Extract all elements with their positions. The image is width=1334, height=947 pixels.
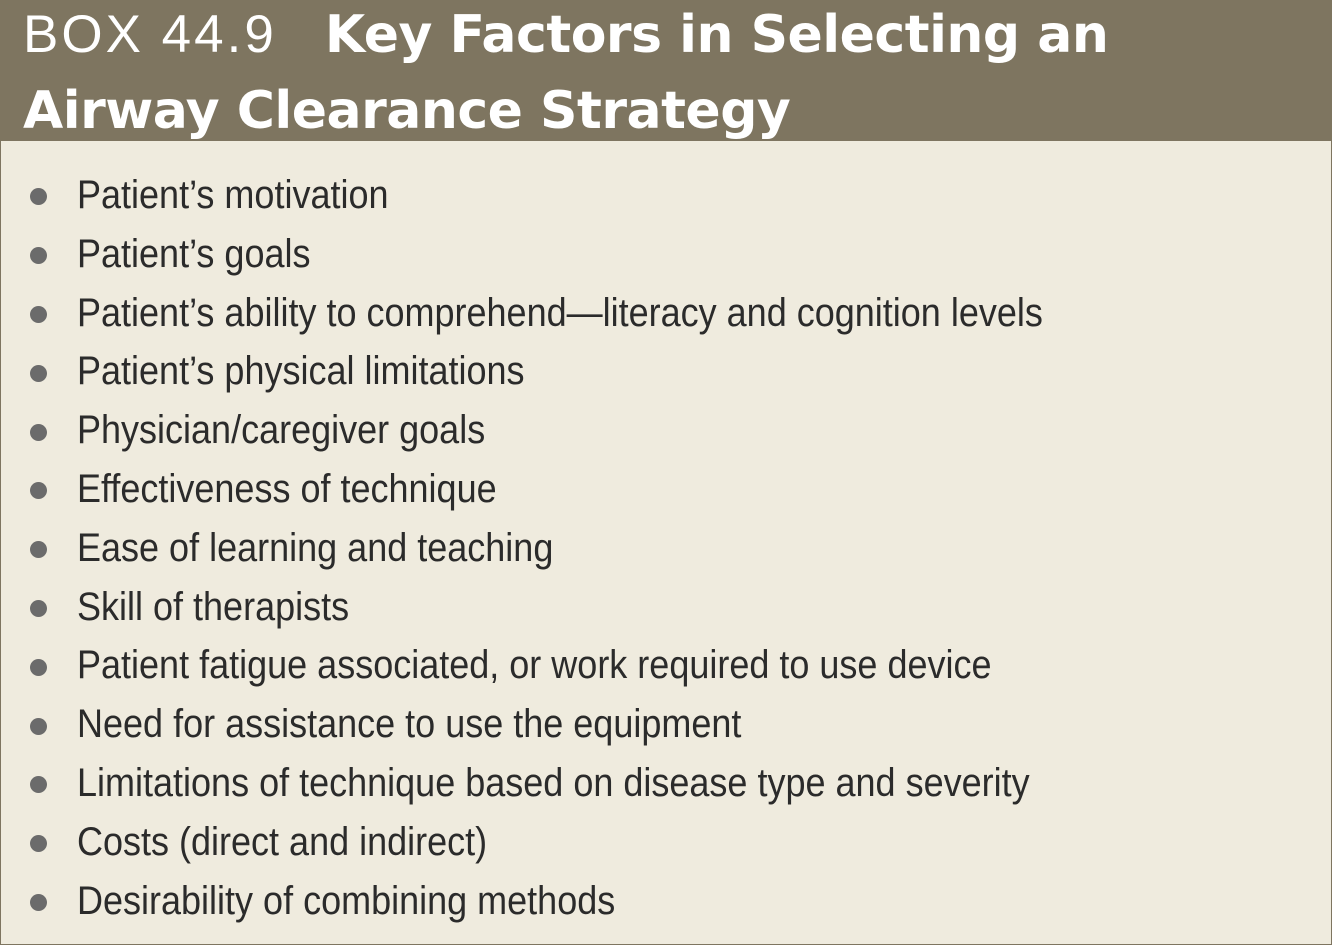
list-item [1,460,1331,519]
bullet-icon [30,600,47,617]
list-item-text: Patient’s ability to comprehend—literacy and cognition levels [77,290,1043,335]
bullet-icon [30,659,47,676]
bullet-icon [30,482,47,499]
bullet-icon [30,894,47,911]
box-header [1,1,1331,141]
list-item-text: Desirability of combining methods [77,878,616,923]
list-item [1,519,1331,578]
list-item-text: Patient’s motivation [77,173,389,217]
list-item-text: Ease of learning and teaching [77,525,554,570]
list-item-text: Limitations of technique based on disease type and severity [77,760,1030,805]
box-label: BOX 44.9 [23,5,277,64]
bullet-icon [30,188,47,205]
bullet-icon [30,247,47,264]
list-item-text: Effectiveness of technique [77,466,497,511]
list-item [1,695,1331,754]
box-title-line-1: Key Factors in Selecting an [324,5,1109,65]
list-item [1,813,1331,872]
bullet-icon [30,541,47,558]
bullet-icon [30,776,47,793]
bullet-icon [30,424,47,441]
list-item [1,166,1331,225]
list-item [1,636,1331,695]
list-item [1,872,1331,931]
list-item-text: Need for assistance to use the equipment [77,702,742,747]
list-item [1,578,1331,637]
list-item [1,225,1331,284]
bullet-icon [30,835,47,852]
list-item-text: Patient’s physical limitations [77,349,525,394]
list-item [1,284,1331,343]
list-item-text: Patient fatigue associated, or work required to use device [77,643,992,688]
list-item-text: Costs (direct and indirect) [77,819,488,864]
factor-list [1,141,1331,930]
list-item-text: Physician/caregiver goals [77,408,486,453]
list-item [1,754,1331,813]
bullet-icon [30,306,47,323]
list-item-text: Skill of therapists [77,584,350,629]
list-item-text: Patient’s goals [77,231,311,276]
header-line-1 [23,3,1331,79]
bullet-icon [30,718,47,735]
box-title-line-2: Airway Clearance Strategy [23,81,791,141]
list-item [1,342,1331,401]
list-item [1,401,1331,460]
bullet-icon [30,365,47,382]
